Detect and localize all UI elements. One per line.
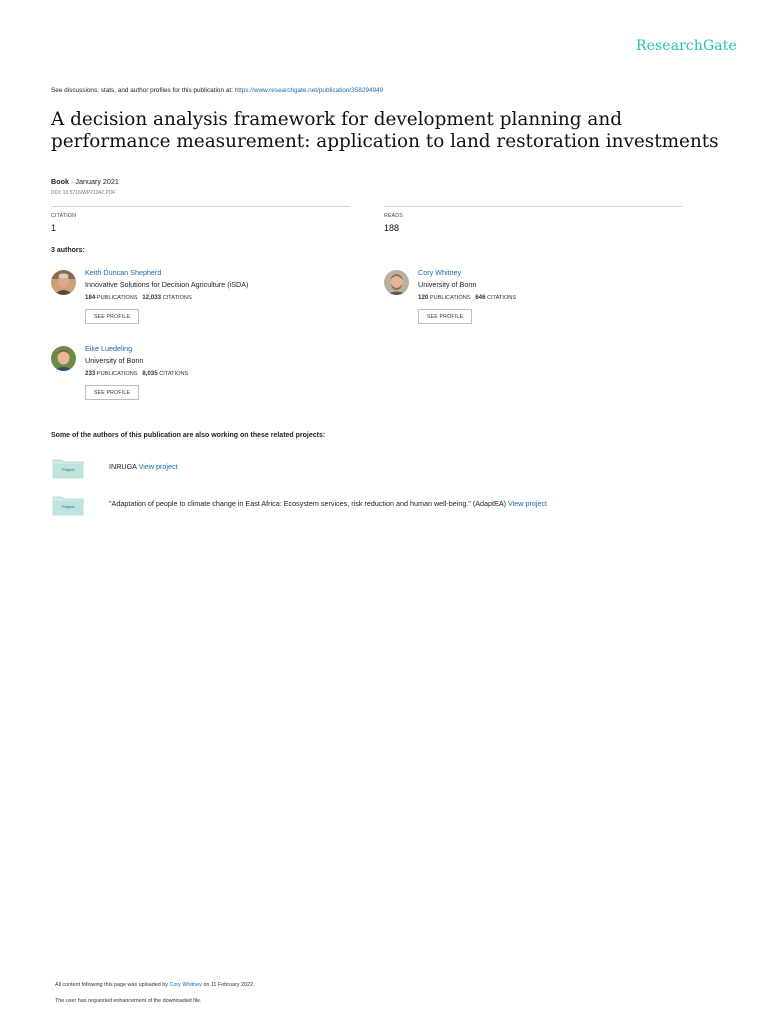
intro-text: See discussions, stats, and author profiles for this publication at: <box>51 87 235 94</box>
project-name: "Adaptation of people to climate change in East Africa: Ecosystem services, risk reduction and human well-being." (AdaptEA) <box>109 499 509 508</box>
publications-count: 120 <box>418 294 429 301</box>
publications-label: PUBLICATIONS <box>96 295 138 301</box>
author-name-link[interactable]: Cory Whitney <box>418 268 462 277</box>
citations-label: CITATIONS <box>162 295 192 301</box>
author-institution: University of Bonn <box>85 356 144 365</box>
project-name: INRUGA <box>109 462 139 471</box>
authors-heading: 3 authors: <box>51 247 85 254</box>
divider-left <box>51 206 350 207</box>
publications-count: 184 <box>85 294 96 301</box>
avatar[interactable] <box>51 346 76 371</box>
author-institution: Innovative Solutions for Decision Agriculture (iSDA) <box>85 280 249 289</box>
see-profile-button[interactable]: SEE PROFILE <box>85 309 139 324</box>
enhancement-note: The user has requested enhancement of the downloaded file. <box>55 998 202 1004</box>
project-text <box>109 499 547 508</box>
avatar[interactable] <box>51 270 76 295</box>
citations-label: CITATIONS <box>159 371 189 377</box>
intro-line <box>51 87 383 94</box>
reads-count: 188 <box>384 223 400 233</box>
upload-note <box>55 982 255 988</box>
upload-note-prefix: All content following this page was uploaded by <box>55 982 170 988</box>
author-stats <box>85 294 192 301</box>
publications-label: PUBLICATIONS <box>429 295 471 301</box>
author-stats <box>85 370 188 377</box>
citations-count: 646 <box>475 294 486 301</box>
researchgate-logo[interactable]: ResearchGate <box>636 38 737 54</box>
publications-label: PUBLICATIONS <box>96 371 138 377</box>
view-project-link[interactable]: View project <box>138 462 178 471</box>
author-name-link[interactable]: Keith Duncan Shepherd <box>85 268 162 277</box>
citation-label: CITATION <box>51 213 77 219</box>
author-name-link[interactable]: Eike Luedeling <box>85 344 133 353</box>
divider-right <box>384 206 683 207</box>
see-profile-button[interactable]: SEE PROFILE <box>85 385 139 400</box>
related-projects-heading: Some of the authors of this publication are also working on these related projects: <box>51 432 326 439</box>
author-stats <box>418 294 516 301</box>
citations-count: 8,035 <box>142 370 158 377</box>
publication-title: A decision analysis framework for development planning and performance measurement: application to land restoration investments <box>51 109 719 152</box>
view-project-link[interactable]: View project <box>508 499 548 508</box>
publication-date: · January 2021 <box>68 177 119 186</box>
avatar[interactable] <box>384 270 409 295</box>
author-institution: University of Bonn <box>418 280 477 289</box>
publications-count: 233 <box>85 370 96 377</box>
project-icon-label: Project <box>62 467 75 472</box>
project-icon-label: Project <box>62 504 75 509</box>
project-text <box>109 462 178 471</box>
reads-label: READS <box>384 213 403 219</box>
doi: DOI: 10.5716/WP21042.PDF <box>51 190 116 196</box>
citations-count: 12,033 <box>142 294 162 301</box>
uploader-link[interactable]: Cory Whitney <box>169 982 202 988</box>
citations-label: CITATIONS <box>487 295 517 301</box>
upload-note-suffix: on 11 February 2022. <box>201 982 255 988</box>
see-profile-button[interactable]: SEE PROFILE <box>418 309 472 324</box>
publication-url-link[interactable]: https://www.researchgate.net/publication/358294949 <box>234 87 384 94</box>
publication-type: Book <box>51 177 69 186</box>
publication-meta <box>51 177 119 186</box>
citation-count: 1 <box>51 223 57 233</box>
